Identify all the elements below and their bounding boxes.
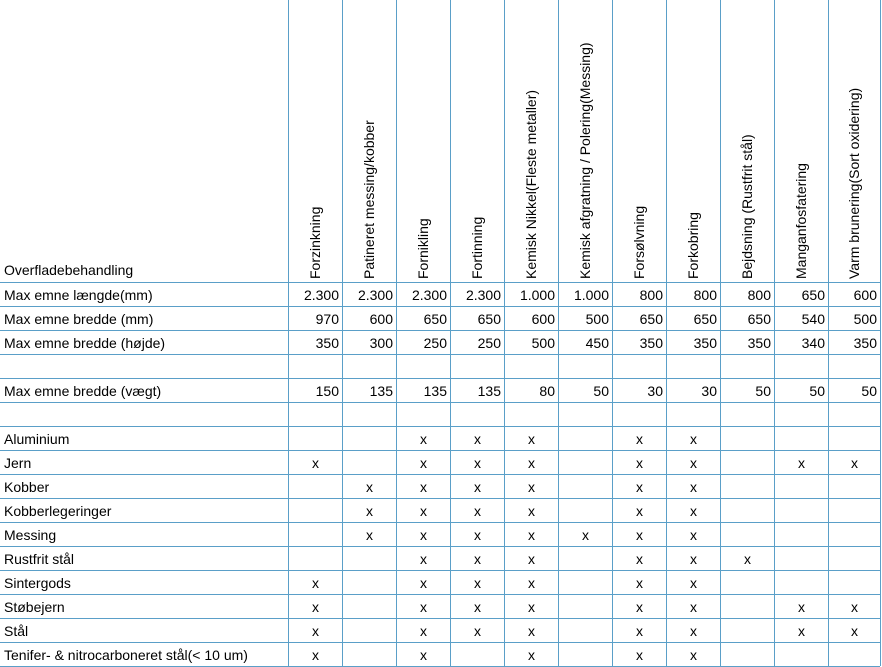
applicability-mark: x: [528, 599, 535, 615]
applicability-mark: [829, 431, 880, 449]
row-divider: [0, 618, 880, 619]
value-cell: 250: [423, 335, 447, 351]
value-cell: 500: [531, 335, 555, 351]
dimension-row-label: Max emne længde(mm): [4, 287, 153, 303]
applicability-mark: x: [420, 479, 427, 495]
value-cell: 2.300: [465, 287, 501, 303]
row-divider: [0, 354, 880, 355]
value-cell: 800: [639, 287, 663, 303]
material-row-label: Støbejern: [4, 599, 65, 615]
value-cell: 135: [423, 383, 447, 399]
applicability-mark: [343, 623, 396, 641]
applicability-mark: x: [528, 575, 535, 591]
value-cell: 1.000: [519, 287, 555, 303]
applicability-mark: x: [420, 623, 427, 639]
value-cell: [613, 359, 666, 377]
applicability-mark: x: [528, 551, 535, 567]
applicability-mark: [829, 575, 880, 593]
applicability-mark: [559, 623, 612, 641]
value-cell: 300: [369, 335, 393, 351]
applicability-mark: [559, 479, 612, 497]
applicability-mark: [343, 551, 396, 569]
applicability-mark: x: [474, 623, 481, 639]
value-cell: 650: [423, 311, 447, 327]
applicability-mark: x: [798, 455, 805, 471]
applicability-mark: [289, 527, 342, 545]
value-cell: 650: [801, 287, 825, 303]
value-cell: 250: [477, 335, 501, 351]
value-cell: 650: [477, 311, 501, 327]
applicability-mark: x: [851, 455, 858, 471]
material-row-label: Rustfrit stål: [4, 551, 75, 567]
value-cell: [289, 359, 342, 377]
applicability-mark: [721, 479, 774, 497]
column-header: Fornikling: [415, 218, 431, 279]
row-divider: [0, 306, 880, 307]
row-divider: [0, 450, 880, 451]
row-divider: [0, 474, 880, 475]
material-row-label: Jern: [4, 455, 32, 471]
column-header: Patineret messing/kobber: [361, 120, 377, 279]
applicability-mark: x: [798, 599, 805, 615]
applicability-mark: x: [636, 551, 643, 567]
value-cell: [829, 407, 880, 425]
applicability-mark: x: [528, 479, 535, 495]
value-cell: [505, 407, 558, 425]
applicability-mark: [289, 479, 342, 497]
applicability-mark: x: [366, 503, 373, 519]
value-cell: [775, 359, 828, 377]
applicability-mark: x: [420, 503, 427, 519]
applicability-mark: [343, 599, 396, 617]
row-divider: [0, 330, 880, 331]
applicability-mark: x: [636, 647, 643, 663]
applicability-mark: x: [474, 551, 481, 567]
value-cell: 500: [585, 311, 609, 327]
value-cell: 80: [539, 383, 555, 399]
applicability-mark: [559, 599, 612, 617]
applicability-mark: [559, 575, 612, 593]
applicability-mark: [289, 431, 342, 449]
value-cell: 50: [861, 383, 877, 399]
applicability-mark: x: [528, 431, 535, 447]
value-cell: [289, 407, 342, 425]
applicability-mark: x: [636, 503, 643, 519]
applicability-mark: x: [528, 455, 535, 471]
applicability-mark: x: [528, 647, 535, 663]
value-cell: 2.300: [357, 287, 393, 303]
value-cell: 150: [315, 383, 339, 399]
applicability-mark: [559, 551, 612, 569]
dimension-row-label: [0, 359, 288, 377]
applicability-mark: [829, 551, 880, 569]
applicability-mark: x: [312, 647, 319, 663]
applicability-mark: [829, 479, 880, 497]
applicability-mark: x: [420, 551, 427, 567]
applicability-mark: x: [636, 599, 643, 615]
material-row-label: Stål: [4, 623, 29, 639]
column-header: Kemisk afgratning / Polering(Messing): [577, 42, 593, 279]
material-row-label: Aluminium: [4, 431, 70, 447]
value-cell: 650: [747, 311, 771, 327]
applicability-mark: x: [636, 623, 643, 639]
row-divider: [0, 402, 880, 403]
applicability-mark: [289, 503, 342, 521]
applicability-mark: x: [636, 527, 643, 543]
value-cell: 2.300: [303, 287, 339, 303]
applicability-mark: [559, 431, 612, 449]
applicability-mark: [775, 431, 828, 449]
row-divider: [0, 642, 880, 643]
applicability-mark: x: [474, 455, 481, 471]
value-cell: [505, 359, 558, 377]
value-cell: [613, 407, 666, 425]
applicability-mark: x: [420, 455, 427, 471]
value-cell: 50: [809, 383, 825, 399]
applicability-mark: x: [312, 575, 319, 591]
value-cell: [559, 359, 612, 377]
dimension-row-label: Max emne bredde (vægt): [4, 383, 162, 399]
applicability-mark: x: [582, 527, 589, 543]
row-divider: [0, 426, 880, 427]
material-row-label: Kobberlegeringer: [4, 503, 112, 519]
value-cell: 650: [693, 311, 717, 327]
value-cell: [451, 407, 504, 425]
applicability-mark: [721, 455, 774, 473]
row-header-label: Overfladebehandling: [4, 262, 134, 278]
applicability-mark: x: [636, 575, 643, 591]
row-divider: [0, 570, 880, 571]
material-row-label: Tenifer- & nitrocarboneret stål(< 10 um): [4, 647, 248, 663]
dimension-row-label: Max emne bredde (højde): [4, 335, 166, 351]
value-cell: 650: [639, 311, 663, 327]
material-row-label: Sintergods: [4, 575, 71, 591]
applicability-mark: x: [690, 479, 697, 495]
value-cell: [451, 359, 504, 377]
value-cell: 600: [853, 287, 877, 303]
row-divider: [0, 282, 880, 283]
applicability-mark: x: [474, 599, 481, 615]
value-cell: [721, 359, 774, 377]
applicability-mark: [775, 647, 828, 665]
applicability-mark: x: [366, 479, 373, 495]
applicability-mark: x: [636, 431, 643, 447]
applicability-mark: [451, 647, 504, 665]
applicability-mark: [343, 647, 396, 665]
applicability-mark: x: [366, 527, 373, 543]
applicability-mark: [721, 599, 774, 617]
value-cell: 340: [801, 335, 825, 351]
value-cell: 800: [747, 287, 771, 303]
value-cell: 2.300: [411, 287, 447, 303]
applicability-mark: [829, 647, 880, 665]
value-cell: [721, 407, 774, 425]
applicability-mark: x: [312, 623, 319, 639]
value-cell: 350: [747, 335, 771, 351]
applicability-mark: [775, 527, 828, 545]
applicability-mark: x: [798, 623, 805, 639]
applicability-mark: x: [851, 623, 858, 639]
applicability-mark: [559, 503, 612, 521]
applicability-mark: [343, 575, 396, 593]
value-cell: 350: [853, 335, 877, 351]
column-header: Forkobring: [685, 212, 701, 279]
value-cell: [397, 407, 450, 425]
column-header: Manganfosfatering: [793, 163, 809, 279]
applicability-mark: x: [690, 551, 697, 567]
applicability-mark: [829, 527, 880, 545]
applicability-mark: x: [528, 527, 535, 543]
column-header: Varm brunering(Sort oxidering): [846, 87, 862, 279]
applicability-mark: x: [420, 431, 427, 447]
value-cell: 350: [315, 335, 339, 351]
applicability-mark: x: [690, 575, 697, 591]
value-cell: 30: [647, 383, 663, 399]
applicability-mark: [343, 455, 396, 473]
applicability-mark: x: [636, 455, 643, 471]
applicability-mark: [559, 455, 612, 473]
applicability-mark: x: [636, 479, 643, 495]
applicability-mark: x: [690, 431, 697, 447]
applicability-mark: [721, 503, 774, 521]
value-cell: 350: [639, 335, 663, 351]
applicability-mark: x: [474, 527, 481, 543]
applicability-mark: [775, 479, 828, 497]
row-divider: [0, 522, 880, 523]
dimension-row-label: Max emne bredde (mm): [4, 311, 154, 327]
applicability-mark: x: [528, 623, 535, 639]
column-header: Forzinkning: [307, 206, 323, 279]
applicability-mark: x: [474, 479, 481, 495]
applicability-mark: [775, 575, 828, 593]
applicability-mark: x: [312, 455, 319, 471]
value-cell: 800: [693, 287, 717, 303]
column-divider: [880, 0, 881, 666]
value-cell: [667, 359, 720, 377]
value-cell: 970: [315, 311, 339, 327]
value-cell: [559, 407, 612, 425]
value-cell: [343, 359, 396, 377]
row-divider: [0, 498, 880, 499]
applicability-mark: [721, 431, 774, 449]
value-cell: 600: [531, 311, 555, 327]
value-cell: [829, 359, 880, 377]
applicability-mark: x: [474, 431, 481, 447]
applicability-mark: [721, 575, 774, 593]
applicability-mark: x: [851, 599, 858, 615]
applicability-mark: [721, 647, 774, 665]
applicability-mark: x: [420, 599, 427, 615]
column-header: Bejdsning (Rustfrit stål): [739, 134, 755, 279]
applicability-mark: [721, 623, 774, 641]
column-header: Kemisk Nikkel(Fleste metaller): [523, 89, 539, 279]
value-cell: [397, 359, 450, 377]
value-cell: 500: [853, 311, 877, 327]
value-cell: 30: [701, 383, 717, 399]
value-cell: 135: [369, 383, 393, 399]
value-cell: 135: [477, 383, 501, 399]
value-cell: 600: [369, 311, 393, 327]
applicability-mark: x: [744, 551, 751, 567]
applicability-mark: [343, 431, 396, 449]
applicability-mark: x: [690, 455, 697, 471]
value-cell: [343, 407, 396, 425]
value-cell: 450: [585, 335, 609, 351]
applicability-mark: x: [312, 599, 319, 615]
column-header: Forsølvning: [631, 205, 647, 279]
applicability-mark: x: [420, 575, 427, 591]
applicability-mark: x: [690, 503, 697, 519]
value-cell: 50: [593, 383, 609, 399]
material-row-label: Messing: [4, 527, 57, 543]
applicability-mark: x: [690, 599, 697, 615]
applicability-mark: x: [420, 527, 427, 543]
value-cell: [775, 407, 828, 425]
applicability-mark: [775, 551, 828, 569]
applicability-mark: [721, 527, 774, 545]
dimension-row-label: [0, 407, 288, 425]
applicability-mark: [829, 503, 880, 521]
applicability-mark: x: [690, 527, 697, 543]
row-divider: [0, 378, 880, 379]
row-divider: [0, 546, 880, 547]
value-cell: 1.000: [573, 287, 609, 303]
value-cell: [667, 407, 720, 425]
applicability-mark: [775, 503, 828, 521]
row-divider: [0, 594, 880, 595]
applicability-mark: x: [690, 623, 697, 639]
applicability-mark: x: [690, 647, 697, 663]
value-cell: 50: [755, 383, 771, 399]
value-cell: 540: [801, 311, 825, 327]
material-row-label: Kobber: [4, 479, 50, 495]
applicability-mark: x: [474, 575, 481, 591]
applicability-mark: x: [474, 503, 481, 519]
applicability-mark: [289, 551, 342, 569]
column-header: Fortinning: [469, 216, 485, 279]
applicability-mark: x: [528, 503, 535, 519]
value-cell: 350: [693, 335, 717, 351]
applicability-mark: x: [420, 647, 427, 663]
applicability-mark: [559, 647, 612, 665]
